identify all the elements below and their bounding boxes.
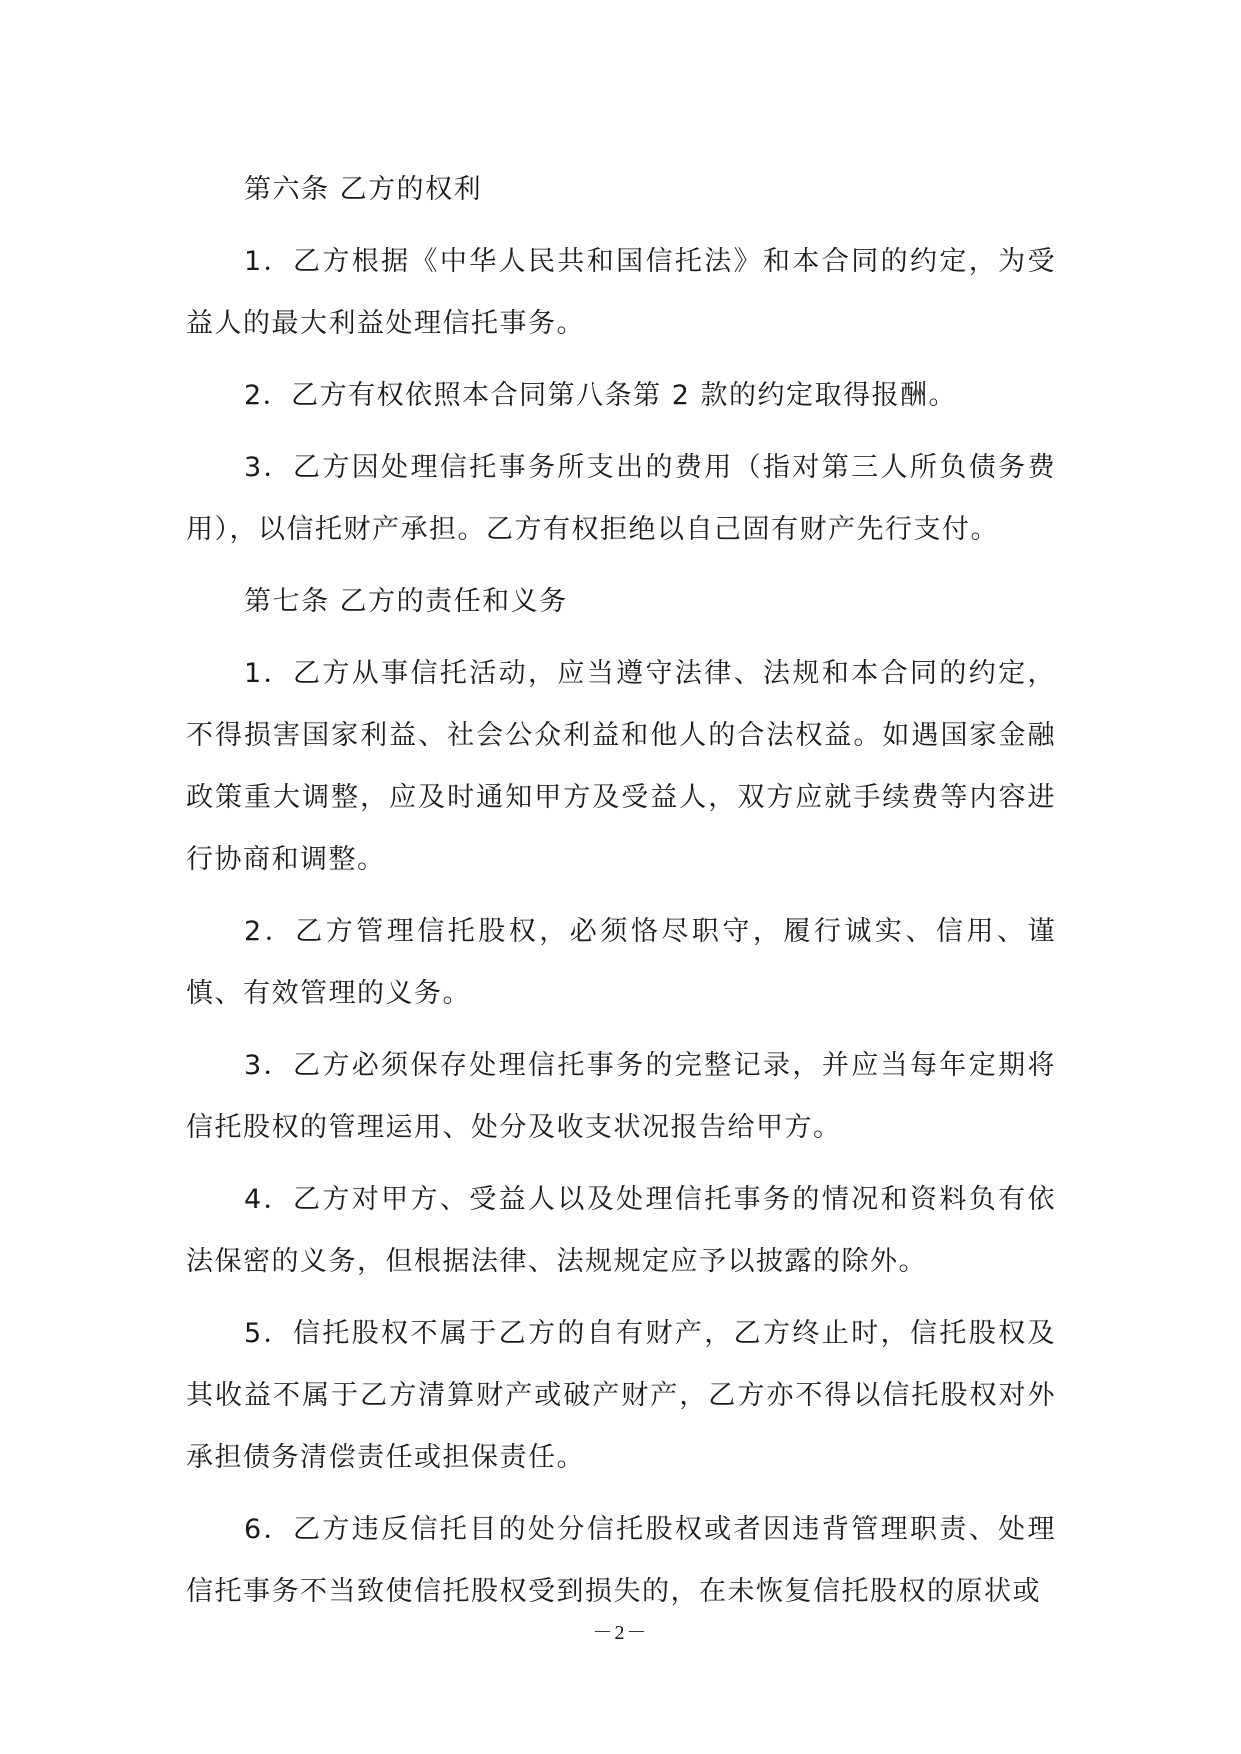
article-7-clause-6: 6．乙方违反信托目的处分信托股权或者因违背管理职责、处理信托事务不当致使信托股权受到损失的，在未恢复信托股权的原状或 [186, 1514, 1056, 1607]
document-body [186, 159, 1056, 1633]
article-7-clause-3: 3．乙方必须保存处理信托事务的完整记录，并应当每年定期将信托股权的管理运用、处分及收支状况报告给甲方。 [186, 1050, 1056, 1143]
article-7-clause-5: 5．信托股权不属于乙方的自有财产，乙方终止时，信托股权及其收益不属于乙方清算财产或破产财产，乙方亦不得以信托股权对外承担债务清偿责任或担保责任。 [186, 1318, 1056, 1473]
article-6-clause-2: 2．乙方有权依照本合同第八条第 2 款的约定取得报酬。 [244, 380, 958, 411]
article-6-heading: 第六条 乙方的权利 [244, 174, 483, 205]
article-7-clause-1: 1．乙方从事信托活动，应当遵守法律、法规和本合同的约定，不得损害国家利益、社会公众利益和他人的合法权益。如遇国家金融政策重大调整，应及时通知甲方及受益人，双方应就手续费等内容进行协商和调整。 [186, 658, 1056, 875]
article-7-clause-4: 4．乙方对甲方、受益人以及处理信托事务的情况和资料负有依法保密的义务，但根据法律、法规规定应予以披露的除外。 [186, 1184, 1056, 1277]
article-7-heading: 第七条 乙方的责任和义务 [244, 586, 568, 617]
page-number: －2－ [592, 1622, 649, 1644]
article-7-clause-2: 2．乙方管理信托股权，必须恪尽职守，履行诚实、信用、谨慎、有效管理的义务。 [186, 916, 1056, 1009]
article-6-clause-3: 3．乙方因处理信托事务所支出的费用（指对第三人所负债务费用），以信托财产承担。乙方有权拒绝以自己固有财产先行支付。 [186, 452, 1056, 545]
article-6-clause-1: 1．乙方根据《中华人民共和国信托法》和本合同的约定，为受益人的最大利益处理信托事务。 [186, 246, 1056, 339]
